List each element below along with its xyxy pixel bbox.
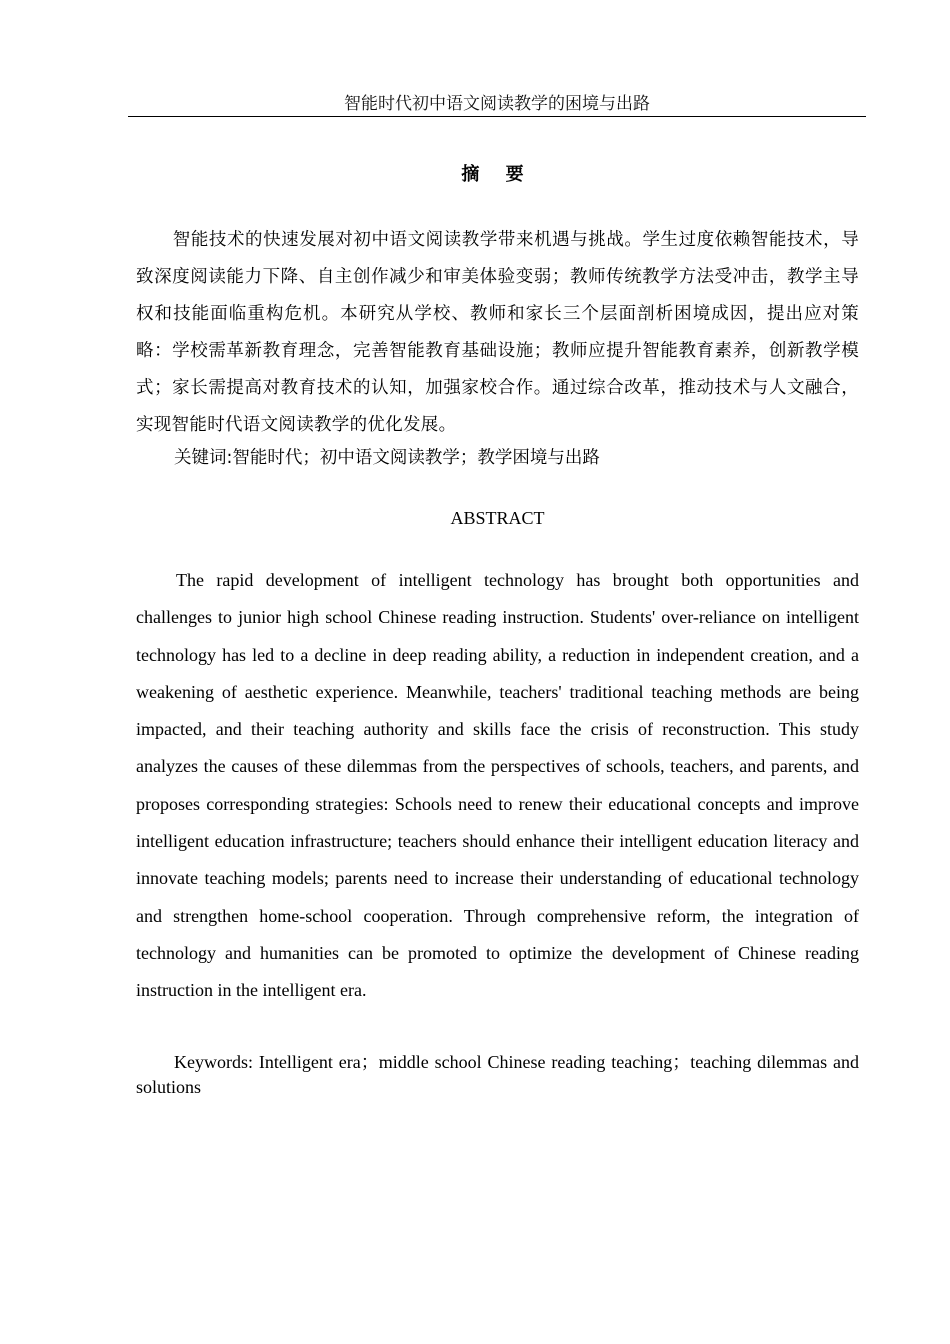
chinese-keywords-label: 关键词: <box>174 448 233 468</box>
chinese-keywords: 智能时代；初中语文阅读教学；教学困境与出路 <box>232 448 600 468</box>
running-header-title: 智能时代初中语文阅读教学的困境与出路 <box>344 94 650 114</box>
english-keywords-line <box>136 1050 859 1100</box>
chinese-keywords-line <box>136 443 859 473</box>
english-abstract-title: ABSTRACT <box>450 508 545 528</box>
chinese-abstract-body: 智能技术的快速发展对初中语文阅读教学带来机遇与挑战。学生过度依赖智能技术，导致深度阅读能力下降、自主创作减少和审美体验变弱；教师传统教学方法受冲击，教学主导权和技能面临重构危机。本研究从学校、教师和家长三个层面剖析困境成因，提出应对策略：学校需革新教育理念，完善智能教育基础设施；教师应提升智能教育素养，创新教学模式；家长需提高对教育技术的认知，加强家校合作。通过综合改革，推动技术与人文融合，实现智能时代语文阅读教学的优化发展。 <box>136 230 859 435</box>
english-keywords-label: Keywords: <box>174 1052 253 1072</box>
chinese-abstract-title: 摘 要 <box>461 164 534 185</box>
english-abstract-body: The rapid development of intelligent technology has brought both opportunities and challenges to junior high school Chinese reading instruction. Students' over-reliance on intelligent technology has led to a decline in deep reading ability, a reduction in independent creation, and a weakening of aesthetic experience. Meanwhile, teachers' traditional teaching methods are being impacted, and their teaching authority and skills face the crisis of reconstruction. This study analyzes the causes of these dilemmas from the perspectives of schools, teachers, and parents, and proposes corresponding strategies: Schools need to renew their educational concepts and improve intelligent education infrastructure; teachers should enhance their intelligent education literacy and innovate teaching models; parents need to increase their understanding of educational technology and strengthen home-school cooperation. Through comprehensive reform, the integration of technology and humanities can be promoted to optimize the development of Chinese reading instruction in the intelligent era. <box>136 570 859 1001</box>
header-rule <box>128 116 866 117</box>
english-keywords: Intelligent era；middle school Chinese reading teaching；teaching dilemmas and solutions <box>136 1052 859 1097</box>
